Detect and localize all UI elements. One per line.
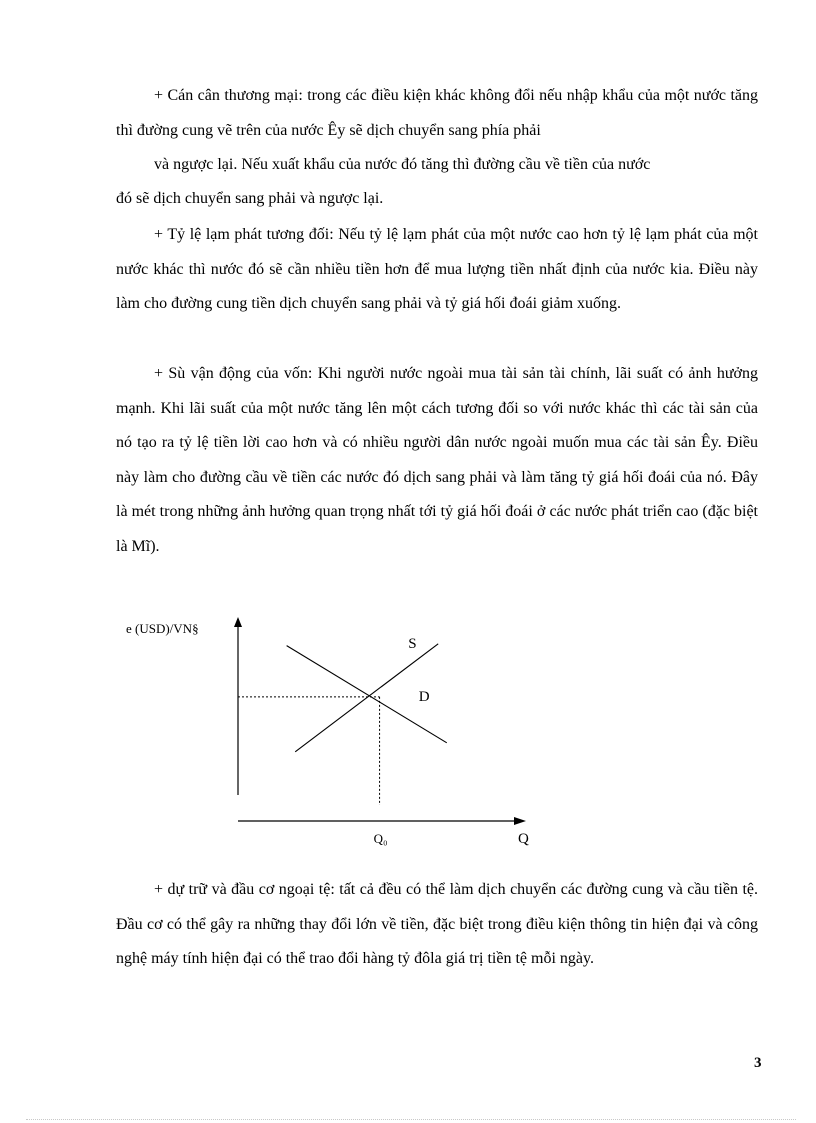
footer-divider	[26, 1119, 796, 1120]
x-tick-label-q0: Q₀	[373, 831, 388, 846]
series-line-s	[295, 644, 438, 752]
series-label-d: D	[418, 688, 430, 705]
page-number: 3	[754, 1055, 762, 1071]
y-axis-arrow	[234, 617, 242, 627]
y-axis-label: e (USD)/VN§	[126, 621, 199, 636]
chart-svg	[116, 605, 546, 855]
series-label-s: S	[408, 635, 417, 652]
supply-demand-chart	[116, 605, 546, 855]
x-axis-arrow	[514, 817, 526, 825]
x-axis-label: Q	[518, 831, 529, 847]
paragraph-trade-balance-line2: và ngược lại. Nếu xuất khẩu của nước đó tăng thì đường cầu về tiền của nước	[154, 156, 651, 173]
paragraph-trade-balance-line1: + Cán cân thương mại: trong các điều kiện khác không đổi nếu nhập khẩu của một nước tăng thì đường cung vẽ trên của nước Êy sẽ dịch chuyển sang phía phải	[116, 87, 758, 139]
paragraph-capital-movement: + Sù vận động của vốn: Khi người nước ngoài mua tài sản tài chính, lãi suất có ảnh hưởng mạnh. Khi lãi suất của một nước tăng lên một cách tương đối so với nước khác thì các tài sản của nó tạo ra tỷ lệ tiền lời cao hơn và có nhiều người dân nước ngoài muốn mua các tài sản Êy. Điều này làm cho đường cầu về tiền các nước đó dịch sang phải và làm tăng tỷ giá hối đoái của nó. Đây là mét trong những ảnh hưởng quan trọng nhất tới tỷ giá hối đoái ở các nước phát triển cao (đặc biệt là Mĩ).	[116, 365, 758, 555]
paragraph-inflation: + Tỷ lệ lạm phát tương đối: Nếu tỷ lệ lạm phát của một nước cao hơn tỷ lệ lạm phát của một nước khác thì nước đó sẽ cần nhiều tiền hơn để mua lượng tiền nhất định của nước kia. Điều này làm cho đường cung tiền dịch chuyển sang phải và tỷ giá hối đoái giảm xuống.	[116, 226, 758, 312]
paragraph-reserves-speculation: + dự trữ và đầu cơ ngoại tệ: tất cả đều có thể làm dịch chuyển các đường cung và cầu tiền tệ. Đầu cơ có thể gây ra những thay đổi lớn về tiền, đặc biệt trong điều kiện thông tin hiện đại và công nghệ máy tính hiện đại có thể trao đổi hàng tỷ đôla giá trị tiền tệ mỗi ngày.	[116, 881, 758, 967]
paragraph-trade-balance-line3: đó sẽ dịch chuyển sang phải và ngược lại.	[116, 190, 384, 207]
